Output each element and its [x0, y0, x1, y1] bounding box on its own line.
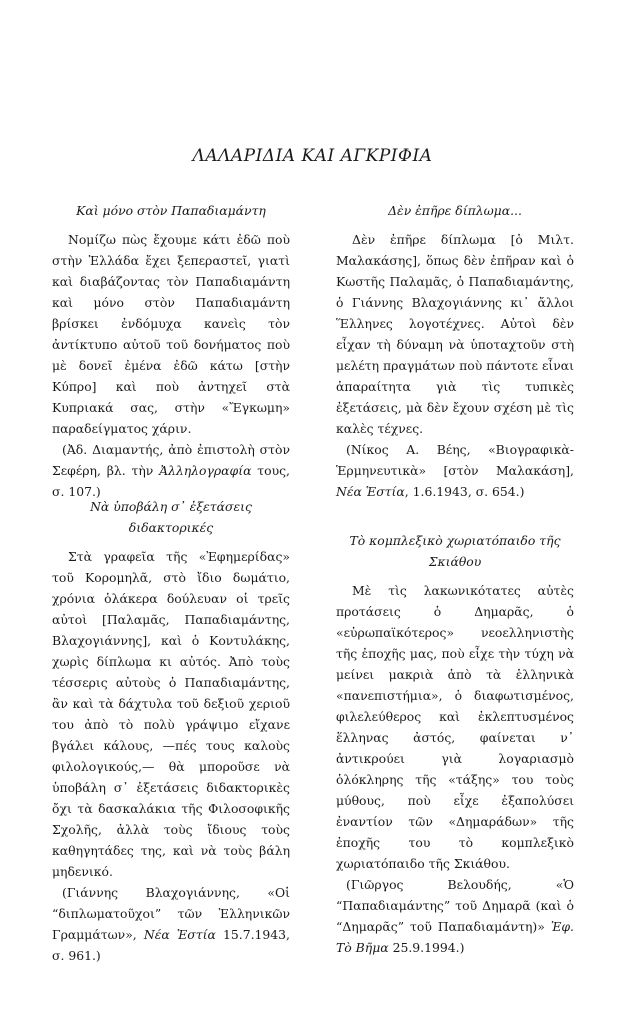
- source-citation: [336, 874, 574, 958]
- body-paragraph: Στὰ γραφεῖα τῆς «Ἐφημερίδας» τοῦ Κορομηλᾶ, στὸ ἴδιο δωμάτιο, χρόνια ὁλάκερα δούλευαν οἱ τρεῖς αὐτοὶ [Παλαμᾶς, Παπαδιαμάντης, Βλαχογιάννης], καὶ ὁ Κοντυλάκης, χωρὶς δίπλωμα κι αὐτός. Ἀπὸ τοὺς τέσσερις αὐτοὺς ὁ Παπαδιαμάντης, ἂν καὶ τὰ δάχτυλα τοῦ δεξιοῦ χεριοῦ του ἀπὸ τὸ πολὺ γράψιμο εἴχανε βγάλει κάλους, —πές τους καλοὺς φιλολογικούς,— θὰ μποροῦσε νὰ ὑποβάλη σ᾽ ἐξετάσεις διδακτορικὲς ὄχι τὰ δασκαλάκια τῆς Φιλοσοφικῆς Σχολῆς, ἀλλὰ τοὺς ἴδιους τοὺς καθηγητάδες της, καὶ νὰ τοὺς βάλη μηδενικό.: [52, 549, 290, 879]
- body-paragraph: Δὲν ἐπῆρε δίπλωμα [ὁ Μιλτ. Μαλακάσης], ὅπως δὲν ἐπῆραν καὶ ὁ Κωστῆς Παλαμᾶς, ὁ Παπαδιαμάντης, ὁ Γιάννης Βλαχογιάννης κι᾽ ἄλλοι Ἕλληνες λογοτέχνες. Αὐτοὶ δὲν εἶχαν τὴ δύναμη νὰ ὑποταχτοῦν στὴ μελέτη πραγμάτων ποὺ πάντοτε εἶναι ἀπαραίτητα γιὰ τὶς τυπικὲς ἐξετάσεις, μὰ δὲν ἔχουν σχέση μὲ τὶς καλὲς τέχνες.: [336, 232, 574, 436]
- source-citation: [52, 439, 290, 502]
- citation-text: (Γιῶργος Βελουδής, «Ὁ “Παπαδιαμάντης” τοῦ Δημαρᾶ (καὶ ὁ “Δημαρᾶς” τοῦ Παπαδιαμάντη)»: [336, 877, 574, 934]
- section-heading: Δὲν ἐπῆρε δίπλωμα...: [388, 203, 522, 218]
- page-title: ΛΑΛΑΡΙΔΙΑ ΚΑΙ ΑΓΚΡΙΦΙΑ: [192, 146, 433, 166]
- section-komplexiko: [336, 530, 574, 958]
- citation-tail: 15.7.1943, σ. 961.): [52, 927, 290, 963]
- citation-tail: , 1.6.1943, σ. 654.): [404, 484, 525, 499]
- citation-text: (Νίκος Α. Βέης, «Βιογραφικὰ-Ἑρμηνευτικὰ» [στὸν Μαλακάση],: [336, 442, 574, 478]
- section-heading: Τὸ κομπλεξικὸ χωριατόπαιδο τῆς Σκιάθου: [349, 533, 561, 569]
- citation-title: Νέα Ἑστία: [336, 484, 405, 499]
- body-paragraph: Μὲ τὶς λακωνικότατες αὐτὲς προτάσεις ὁ Δημαρᾶς, ὁ «εὐρωπαϊκότερος» νεοελληνιστὴς τῆς ἐποχῆς μας, ποὺ εἶχε τὴν τύχη νὰ μείνει μακριὰ ἀπὸ τὰ ἑλληνικὰ «πανεπιστήμια», ὁ διαφωτισμένος, φιλελεύθερος καὶ ἐκλεπτυσμένος ἕλληνας ἀστός, φαίνεται ν᾽ ἀντικρούει γιὰ λογαριασμὸ ὁλόκληρης τῆς «τάξης» του τοὺς μύθους, ποὺ εἶχε ἐξαπολύσει ἐναντίον τῶν «Δημαράδων» τῆς ἐποχῆς του τὸ κομπλεξικὸ χωριατόπαιδο τῆς Σκιάθου.: [336, 583, 574, 871]
- citation-title: Ἀλληλογραφία: [159, 463, 252, 478]
- section-heading: Νὰ ὑποβάλη σ᾽ ἐξετάσεις διδακτορικές: [90, 499, 252, 535]
- citation-text: (Γιάννης Βλαχογιάννης, «Οἱ “διπλωματοῦχοι” τῶν Ἑλληνικῶν Γραμμάτων»,: [52, 885, 290, 942]
- source-citation: [336, 439, 574, 502]
- body-paragraph: Νομίζω πὼς ἔχουμε κάτι ἐδῶ ποὺ στὴν Ἑλλάδα ἔχει ξεπεραστεῖ, γιατὶ καὶ διαβάζοντας τὸν Παπαδιαμάντη καὶ μόνο στὸν Παπαδιαμάντη βρίσκει ἐνδόμυχα κανεὶς τὸν ἀντίκτυπο αὐτοῦ τοῦ δονήματος ποὺ μὲ δονεῖ ἐμένα ἐδῶ κάτω [στὴν Κύπρο] καὶ ποὺ ἀντηχεῖ στὰ Κυπριακά σας, στὴν «Ἔγκωμη» παραδείγματος χάριν.: [52, 232, 290, 436]
- citation-text: (Ἀδ. Διαμαντής, ἀπὸ ἐπιστολὴ στὸν Σεφέρη, βλ. τὴν: [52, 442, 290, 478]
- section-na-ypovali: [52, 496, 290, 966]
- section-den-epire: [336, 200, 574, 502]
- citation-tail: 25.9.1994.): [388, 940, 465, 955]
- citation-title: Ἐφ. Τὸ Βῆμα: [336, 919, 574, 955]
- citation-title: Νέα Ἑστία: [143, 927, 216, 942]
- citation-tail: τους, σ. 107.): [52, 463, 290, 499]
- section-kai-mono: [52, 200, 290, 502]
- section-heading: Καὶ μόνο στὸν Παπαδιαμάντη: [76, 203, 266, 218]
- source-citation: [52, 882, 290, 966]
